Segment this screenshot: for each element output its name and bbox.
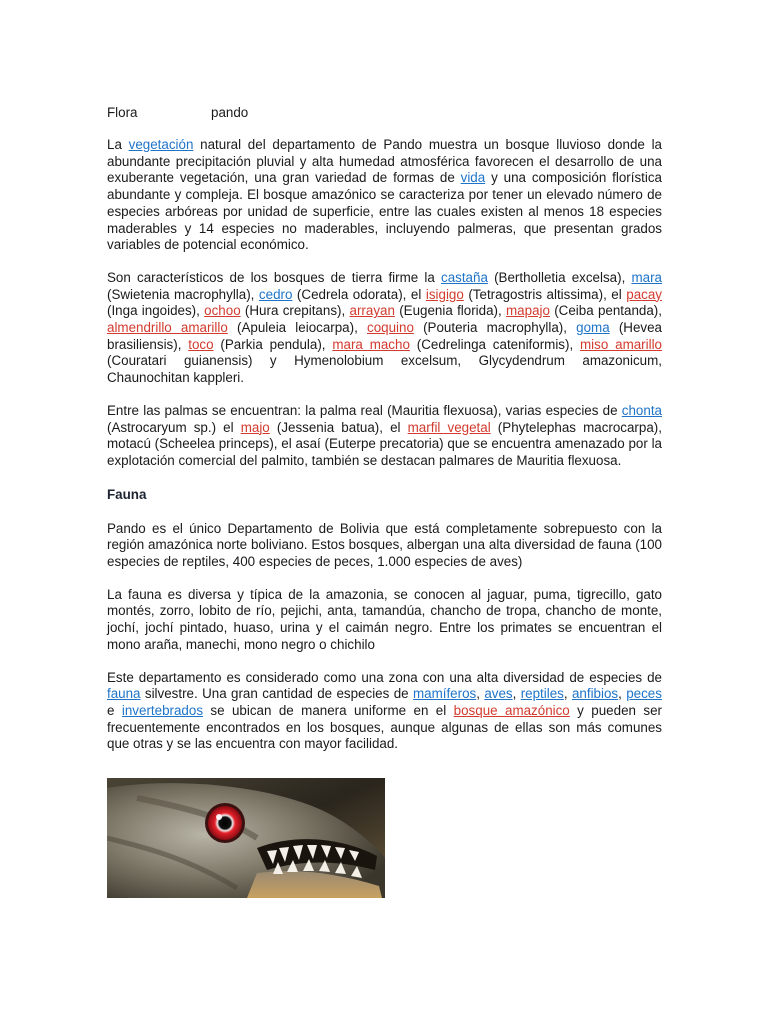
link-ochoo[interactable]: ochoo	[204, 303, 241, 319]
paragraph-vegetation	[107, 137, 662, 254]
link-arrayan[interactable]: arrayan	[349, 303, 395, 319]
link-mara[interactable]: mara	[631, 269, 662, 285]
text: y pueden ser frecuentemente encontrados en los bosques, aunque algunas de ellas son más comunes que otras y se las encuentra con mayor facilidad.	[107, 702, 662, 752]
text: (Cedrela odorata), el	[292, 286, 426, 302]
title-pando: pando	[211, 105, 249, 120]
text: natural del departamento de Pando muestra un bosque lluvioso donde la abundante precipitación pluvial y alta humedad atmosférica favorecen el desarrollo de una exuberante vegetación, una gran variedad de formas de	[107, 137, 662, 186]
text: (Phytelephas macrocarpa), motacú (Scheelea princeps), el asaí (Euterpe precatoria) que se encuentra amenazado por la explotación comercial del palmito, también se destacan palmares de Mauritia flexuosa.	[107, 419, 662, 468]
paragraph-tree-species	[107, 270, 662, 387]
link-reptiles[interactable]: reptiles	[520, 686, 564, 702]
link-mara-macho[interactable]: mara macho	[332, 336, 410, 352]
title-flora: Flora	[107, 105, 138, 120]
text: (Eugenia florida),	[394, 303, 507, 319]
page-title	[107, 104, 662, 121]
text: (Apuleia leiocarpa),	[227, 320, 367, 336]
link-vegetacion[interactable]: vegetación	[128, 137, 194, 152]
text: se ubican de manera uniforme en el	[203, 702, 454, 718]
link-marfil-vegetal[interactable]: marfil vegetal	[407, 419, 491, 435]
text: y una composición florística abundante y compleja. El bosque amazónico se caracteriza por tener un elevado número de especies arbóreas por unidad de superficie, entre las cuales existen al menos 18 especies maderables y 14 especies no maderables, incluyendo palmeras, que presentan grados variables de potencial económico.	[107, 170, 662, 253]
text: (Tetragostris altissima), el	[463, 286, 627, 302]
text: (Ceiba pentanda),	[549, 303, 662, 319]
text: Entre las palmas se encuentran: la palma real (Mauritia flexuosa), varias especies de	[107, 402, 622, 418]
text: (Cedrelinga cateniformis),	[409, 336, 581, 352]
link-castana[interactable]: castaña	[441, 269, 488, 285]
text: La	[107, 137, 129, 152]
text: (Inga ingoides),	[107, 303, 205, 319]
text: ,	[618, 686, 627, 702]
link-cedro[interactable]: cedro	[258, 286, 293, 302]
text: Este departamento es considerado como una zona con una alta diversidad de especies de	[107, 669, 662, 685]
text: (Astrocaryum sp.) el	[107, 419, 241, 435]
text: (Hevea brasiliensis),	[107, 320, 662, 352]
text: (Couratari guianensis) y Hymenolobium excelsum, Glycydendrum amazonicum, Chaunochitan kappleri.	[107, 353, 662, 386]
text: (Hura crepitans),	[240, 303, 350, 319]
text: e	[107, 702, 122, 718]
paragraph-fauna-species: La fauna es diversa y típica de la amazonia, se conocen al jaguar, puma, tigrecillo, gato montés, zorro, lobito de río, pejichi, anta, tamandúa, chancho de tropa, chancho de monte, jochí, jochí pintado, huaso, urina y el caimán negro. Entre los primates se encuentran el mono araña, manechi, mono negro o chichilo	[107, 586, 662, 652]
text: silvestre. Una gran cantidad de especies de	[140, 686, 413, 702]
link-peces[interactable]: peces	[626, 686, 662, 702]
link-fauna[interactable]: fauna	[107, 686, 141, 702]
link-chonta[interactable]: chonta	[621, 402, 662, 418]
link-bosque-amazonico[interactable]: bosque amazónico	[453, 702, 570, 718]
link-almendrillo-amarillo[interactable]: almendrillo amarillo	[107, 320, 228, 336]
link-coquino[interactable]: coquino	[367, 320, 414, 336]
paragraph-palms	[107, 403, 662, 470]
piranha-photo	[107, 778, 385, 898]
text: (Jessenia batua), el	[269, 419, 408, 435]
link-goma[interactable]: goma	[576, 320, 610, 336]
link-anfibios[interactable]: anfibios	[571, 686, 619, 702]
text: (Parkia pendula),	[213, 336, 333, 352]
text: (Bertholletia excelsa),	[487, 269, 632, 285]
link-majo[interactable]: majo	[240, 419, 270, 435]
piranha-illustration	[107, 778, 385, 898]
link-toco[interactable]: toco	[188, 336, 214, 352]
text: (Pouteria macrophylla),	[413, 320, 577, 336]
text: ,	[563, 686, 572, 702]
paragraph-diversity	[107, 670, 662, 754]
text: Son característicos de los bosques de tierra firme la	[107, 269, 441, 285]
text: ,	[512, 686, 521, 702]
link-mamiferos[interactable]: mamíferos	[412, 686, 477, 702]
link-miso-amarillo[interactable]: miso amarillo	[580, 336, 663, 352]
fauna-heading: Fauna	[107, 486, 147, 502]
paragraph-fauna-intro: Pando es el único Departamento de Bolivia que está completamente sobrepuesto con la región amazónica norte boliviano. Estos bosques, albergan una alta diversidad de fauna (100 especies de reptiles, 400 especies de peces, 1.000 especies de aves)	[107, 520, 662, 570]
link-invertebrados[interactable]: invertebrados	[121, 702, 204, 718]
link-aves[interactable]: aves	[484, 686, 513, 702]
link-vida[interactable]: vida	[460, 170, 486, 186]
link-mapajo[interactable]: mapajo	[506, 303, 550, 319]
text: (Swietenia macrophylla),	[107, 286, 259, 302]
link-pacay[interactable]: pacay	[626, 286, 662, 302]
text: ,	[476, 686, 485, 702]
link-isigigo[interactable]: isigigo	[425, 286, 464, 302]
